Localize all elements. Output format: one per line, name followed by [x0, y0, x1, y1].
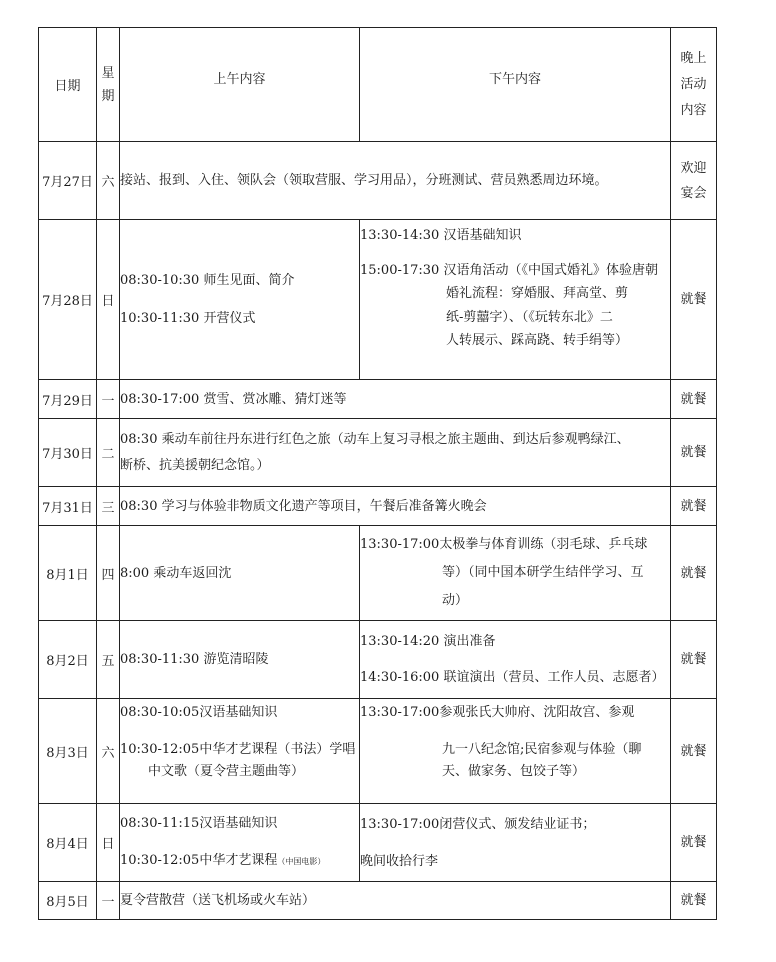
row-evening: 就餐	[671, 621, 717, 699]
row-date: 7月31日	[39, 487, 97, 526]
row-evening: 就餐	[671, 699, 717, 804]
row-date: 8月5日	[39, 882, 97, 920]
row-weekday: 三	[97, 487, 120, 526]
row-weekday: 一	[97, 882, 120, 920]
table-row	[39, 380, 717, 419]
header-morning: 上午内容	[120, 28, 360, 142]
table-row	[39, 804, 717, 882]
table-row	[39, 699, 717, 804]
table-row	[39, 621, 717, 699]
row-weekday: 二	[97, 419, 120, 487]
row-evening: 就餐	[671, 526, 717, 621]
row-morning-content: 8:00 乘动车返回沈	[120, 526, 360, 621]
row-weekday: 五	[97, 621, 120, 699]
row-date: 7月30日	[39, 419, 97, 487]
row-date: 7月28日	[39, 220, 97, 380]
row-evening: 就餐	[671, 487, 717, 526]
header-row	[39, 28, 717, 142]
row-evening: 就餐	[671, 804, 717, 882]
row-allday-content: 夏令营散营（送飞机场或火车站）	[120, 882, 671, 920]
row-allday-content: 08:30 学习与体验非物质文化遗产等项目，午餐后准备篝火晚会	[120, 487, 671, 526]
table-row	[39, 882, 717, 920]
row-weekday: 六	[97, 699, 120, 804]
row-date: 8月3日	[39, 699, 97, 804]
table-row	[39, 142, 717, 220]
schedule-table	[38, 27, 717, 920]
row-date: 8月4日	[39, 804, 97, 882]
row-evening: 就餐	[671, 380, 717, 419]
row-afternoon-content: 13:30-17:00太极拳与体育训练（羽毛球、乒乓球 等）（同中国本研学生结伴学习、互 动）	[360, 526, 671, 621]
row-weekday: 六	[97, 142, 120, 220]
table-row	[39, 220, 717, 380]
row-allday-content: 08:30-17:00 赏雪、赏冰雕、猜灯迷等	[120, 380, 671, 419]
row-weekday: 日	[97, 804, 120, 882]
row-afternoon-content: 13:30-17:00参观张氏大帅府、沈阳故宫、参观 九一八纪念馆;民宿参观与体验（聊 天、做家务、包饺子等）	[360, 699, 671, 804]
row-morning-content: 08:30-11:15汉语基础知识 10:30-12:05中华才艺课程（中国电影）	[120, 804, 360, 882]
row-date: 7月27日	[39, 142, 97, 220]
header-afternoon: 下午内容	[360, 28, 671, 142]
row-afternoon-content: 13:30-14:20 演出准备 14:30-16:00 联谊演出（营员、工作人员、志愿者）	[360, 621, 671, 699]
row-morning-content: 08:30-10:05汉语基础知识 10:30-12:05中华才艺课程（书法）学唱 中文歌（夏令营主题曲等）	[120, 699, 360, 804]
table-row	[39, 487, 717, 526]
row-evening: 就餐	[671, 419, 717, 487]
row-weekday: 一	[97, 380, 120, 419]
table-row	[39, 526, 717, 621]
table-row	[39, 419, 717, 487]
row-afternoon-content: 13:30-14:30 汉语基础知识 15:00-17:30 汉语角活动（《中国式婚礼》体验唐朝 婚礼流程：穿婚服、拜高堂、剪 纸-剪囍字）、（《玩转东北》二 人转展示、踩高跷、转手绢等）	[360, 220, 671, 380]
row-morning-content: 08:30-11:30 游览清昭陵	[120, 621, 360, 699]
row-weekday: 日	[97, 220, 120, 380]
row-evening: 就餐	[671, 220, 717, 380]
row-evening: 欢迎 宴会	[671, 142, 717, 220]
row-date: 7月29日	[39, 380, 97, 419]
small-note: （中国电影）	[277, 857, 326, 866]
row-allday-content: 08:30 乘动车前往丹东进行红色之旅（动车上复习寻根之旅主题曲、到达后参观鸭绿江、 断桥、抗美援朝纪念馆。）	[120, 419, 671, 487]
row-afternoon-content: 13:30-17:00闭营仪式、颁发结业证书； 晚间收拾行李	[360, 804, 671, 882]
row-morning-content: 08:30-10:30 师生见面、简介 10:30-11:30 开营仪式	[120, 220, 360, 380]
row-weekday: 四	[97, 526, 120, 621]
row-allday-content: 接站、报到、入住、领队会（领取营服、学习用品），分班测试、营员熟悉周边环境。	[120, 142, 671, 220]
row-evening: 就餐	[671, 882, 717, 920]
row-date: 8月1日	[39, 526, 97, 621]
header-weekday: 星 期	[97, 28, 120, 142]
header-evening: 晚上 活动 内容	[671, 28, 717, 142]
header-date: 日期	[39, 28, 97, 142]
row-date: 8月2日	[39, 621, 97, 699]
